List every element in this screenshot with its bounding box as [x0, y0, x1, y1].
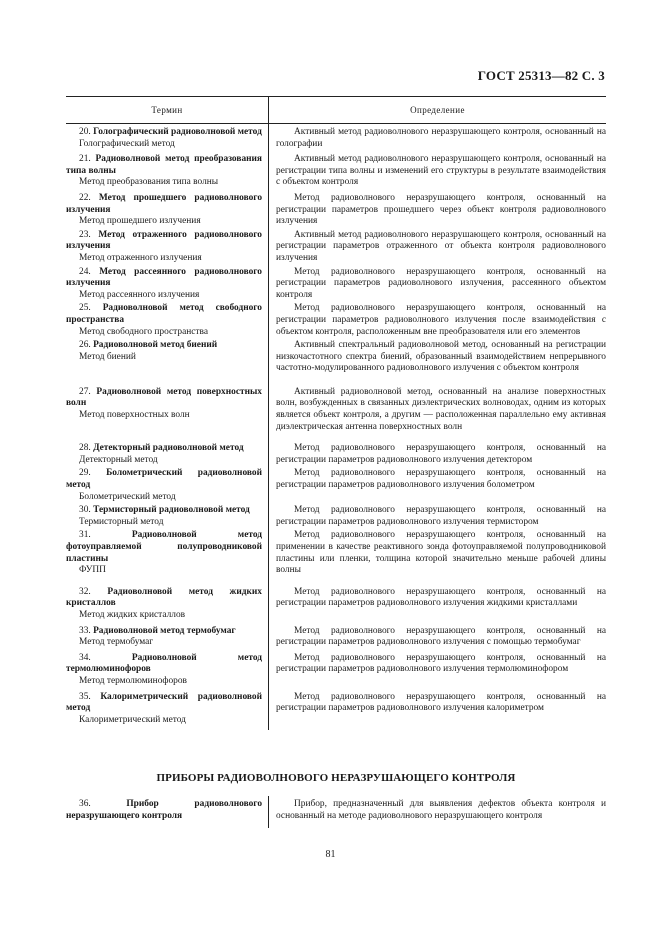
- term-cell: [66, 230, 268, 265]
- table-row: [66, 443, 606, 468]
- definition-cell: [268, 626, 606, 649]
- term-short: Метод свободного пространства: [79, 326, 208, 337]
- definition-text: Метод радиоволнового неразрушающего контроля, основанный на регистрации параметров радиоволнового излучения термолюминофором: [276, 652, 606, 675]
- devices-table: [66, 796, 606, 828]
- term-title: Радиоволновой метод поверхностных волн: [66, 386, 262, 409]
- definition-text: Активный метод радиоволнового неразрушающего контроля, основанный на голографии: [276, 127, 606, 149]
- definition-cell: [268, 230, 606, 265]
- term-name: [66, 267, 262, 290]
- definition-text: Метод радиоволнового неразрушающего контроля, основанный на регистрации параметров радиоволнового излучения с помощью термобумаг: [276, 625, 606, 648]
- term-cell: [66, 127, 268, 150]
- table-row: [66, 387, 606, 443]
- term-title: Термисторный радиоволновой метод: [93, 505, 250, 516]
- term-name: [66, 626, 262, 638]
- term-number: 36.: [79, 799, 91, 809]
- term-name: [66, 587, 262, 610]
- table-row: [66, 653, 606, 692]
- table-row: [66, 796, 606, 828]
- term-short: Метод термобумаг: [79, 637, 154, 648]
- term-title: Детекторный радиоволновой метод: [93, 443, 244, 454]
- term-cell: [66, 692, 268, 727]
- term-title: Радиоволновой метод термобумаг: [93, 625, 236, 636]
- term-title: Метод отраженного радиоволнового излучения: [66, 229, 262, 252]
- definition-text: Метод радиоволнового неразрушающего контроля, основанный на применении в качестве реактивного зонда фотоуправляемой полупроводниковой пластины или пленки, толщина которой значительно меньше рабочей длины волны: [276, 530, 606, 576]
- table-row: [66, 626, 606, 653]
- table-row: [66, 154, 606, 193]
- term-title: Прибор радиоволнового неразрушающего контроля: [66, 799, 263, 821]
- definition-cell: [268, 303, 606, 338]
- term-number: 29.: [79, 468, 91, 479]
- term-name: [66, 230, 262, 253]
- term-number: 32.: [79, 586, 91, 597]
- term-cell: [66, 799, 268, 822]
- term-name: [66, 468, 262, 491]
- definition-text: Активный метод радиоволнового неразрушающего контроля, основанный на регистрации параметров отраженного от объекта контроля радиоволнового излучения: [276, 229, 606, 263]
- definition-cell: [268, 653, 606, 688]
- table-row: [66, 530, 606, 586]
- definition-text: Активный радиоволновой метод, основанный на анализе поверхностных волн, возбужденных в связанных диэлектрических волноводах, одним из которых является объект контроля, а другим — расположенная параллельно ему активная диэлектрическая антенна поверхностных волн: [276, 386, 606, 432]
- term-number: 27.: [79, 386, 91, 397]
- term-name: [66, 387, 262, 410]
- term-number: 34.: [79, 652, 91, 663]
- term-short: Метод рассеянного излучения: [79, 289, 200, 300]
- term-cell: [66, 505, 268, 528]
- term-title: Радиоволновой метод свободного пространства: [66, 303, 262, 325]
- definition-cell: [268, 127, 606, 150]
- term-cell: [66, 530, 268, 576]
- definition-text: Метод радиоволнового неразрушающего контроля, основанный на регистрации параметров радиоволнового излучения термистором: [276, 505, 606, 527]
- term-title: Голографический радиоволновой метод: [93, 127, 262, 137]
- term-name: [66, 127, 262, 139]
- definition-text: Активный спектральный радиоволновой метод, основанный на регистрации низкочастотного спектра биений, образованный взаимодействием непрерывного частотно-модулированного радиоволнового излучения с объектом контроля: [276, 340, 606, 374]
- column-header-term: Термин: [66, 97, 269, 123]
- term-title: Радиоволновой метод жидких кристаллов: [66, 586, 262, 609]
- section-title: ПРИБОРЫ РАДИОВОЛНОВОГО НЕРАЗРУШАЮЩЕГО КОНТРОЛЯ: [156, 772, 516, 784]
- term-short: Термисторный метод: [79, 516, 164, 527]
- term-title: Радиоволновой метод биений: [93, 340, 218, 351]
- term-short: Метод прошедшего излучения: [79, 216, 201, 227]
- term-short: Метод преобразования типа волны: [79, 177, 219, 188]
- term-number: 26.: [79, 340, 91, 351]
- term-short: Метод жидких кристаллов: [79, 609, 186, 620]
- term-short: Голографический метод: [79, 138, 175, 149]
- term-name: [66, 340, 262, 352]
- column-header-definition: Определение: [410, 105, 465, 115]
- term-cell: [66, 468, 268, 503]
- definition-cell: [268, 340, 606, 375]
- term-number: 22.: [79, 192, 91, 203]
- table-body: [66, 124, 606, 730]
- definition-text: Метод радиоволнового неразрушающего контроля, основанный на регистрации параметров радиоволнового излучения детектором: [276, 443, 606, 465]
- term-name: [66, 653, 262, 676]
- definition-cell: [268, 530, 606, 576]
- term-title: Радиоволновой метод фотоуправляемой полупроводниковой пластины: [66, 530, 262, 564]
- definition-cell: [268, 692, 606, 727]
- page-number: 81: [325, 849, 336, 860]
- term-short: Метод термолюминофоров: [79, 675, 187, 686]
- definition-text: Метод радиоволнового неразрушающего контроля, основанный на регистрации параметров радиоволнового излучения после взаимодействия с объектом контроля, расположенным вне преобразователя или его элементов: [276, 303, 606, 337]
- term-number: 31.: [79, 530, 91, 541]
- table-row: [66, 692, 606, 731]
- term-cell: [66, 154, 268, 189]
- term-name: [66, 193, 262, 216]
- term-cell: [66, 387, 268, 433]
- definition-text: Метод радиоволнового неразрушающего контроля, основанный на регистрации параметров радиоволнового излучения болометром: [276, 468, 606, 491]
- definition-cell: [268, 505, 606, 528]
- term-cell: [66, 626, 268, 649]
- table-row: [66, 505, 606, 530]
- term-cell: [66, 653, 268, 688]
- table-header: [66, 96, 606, 124]
- term-number: 20.: [79, 127, 91, 137]
- definition-cell: [268, 267, 606, 302]
- term-number: 24.: [79, 266, 91, 277]
- term-title: Калориметрический радиоволновой метод: [66, 691, 262, 714]
- definition-text: Активный метод радиоволнового неразрушающего контроля, основанный на регистрации типа волны и изменений его структуры в результате взаимодействия с объектом контроля: [276, 154, 606, 188]
- table-row: [66, 587, 606, 626]
- definition-cell: [268, 587, 606, 622]
- term-name: [66, 505, 262, 517]
- term-name: [66, 530, 262, 565]
- definition-text: Метод радиоволнового неразрушающего контроля, основанный на регистрации параметров радиоволнового излучения, рассеянного объектом контроля: [276, 266, 606, 300]
- term-short: Метод биений: [79, 351, 136, 362]
- terms-table: [66, 96, 606, 730]
- term-short: Метод поверхностных волн: [79, 410, 190, 421]
- term-name: [66, 692, 262, 715]
- term-cell: [66, 340, 268, 375]
- term-number: 35.: [79, 691, 91, 702]
- definition-text: Прибор, предназначенный для выявления дефектов объекта контроля и основанный на методе радиоволнового неразрушающего контроля: [276, 799, 606, 821]
- table-row: [66, 468, 606, 505]
- definition-cell: [268, 154, 606, 189]
- term-cell: [66, 193, 268, 228]
- term-short: Болометрический метод: [79, 491, 176, 502]
- devices-table-body: [66, 796, 606, 828]
- term-title: Болометрический радиоволновой метод: [66, 468, 263, 491]
- term-cell: [66, 303, 268, 338]
- definition-cell: [268, 443, 606, 466]
- term-cell: [66, 267, 268, 302]
- term-title: Радиоволновой метод термолюминофоров: [66, 652, 262, 675]
- term-title: Радиоволновой метод преобразования типа волны: [66, 154, 263, 176]
- term-number: 25.: [79, 303, 91, 314]
- definition-cell: [268, 387, 606, 433]
- definition-text: Метод радиоволнового неразрушающего контроля, основанный на регистрации параметров прошедшего через объект контроля радиоволнового излучения: [276, 192, 606, 227]
- term-name: [66, 303, 262, 326]
- term-number: 21.: [79, 154, 91, 165]
- term-short: Калориметрический метод: [79, 714, 186, 725]
- term-short: ФУПП: [79, 565, 106, 576]
- definition-cell: [268, 799, 606, 822]
- term-number: 23.: [79, 229, 91, 240]
- term-cell: [66, 443, 268, 466]
- definition-text: Метод радиоволнового неразрушающего контроля, основанный на регистрации параметров радиоволнового излучения жидкими кристаллами: [276, 586, 606, 609]
- term-short: Метод отраженного излучения: [79, 252, 202, 263]
- term-title: Метод рассеянного радиоволнового излучения: [66, 266, 262, 289]
- term-number: 28.: [79, 443, 91, 454]
- table-row: [66, 340, 606, 387]
- table-row: [66, 124, 606, 154]
- term-name: [66, 443, 262, 455]
- term-title: Метод прошедшего радиоволнового излучения: [66, 192, 263, 215]
- term-name: [66, 154, 262, 177]
- definition-cell: [268, 193, 606, 228]
- term-name: [66, 799, 262, 822]
- table-row: [66, 267, 606, 304]
- term-cell: [66, 587, 268, 622]
- term-short: Детекторный метод: [79, 454, 158, 465]
- table-row: [66, 193, 606, 230]
- table-row: [66, 303, 606, 340]
- term-number: 33.: [79, 625, 91, 636]
- definition-text: Метод радиоволнового неразрушающего контроля, основанный на регистрации параметров радиоволнового излучения калориметром: [276, 691, 606, 714]
- table-row: [66, 230, 606, 267]
- definition-cell: [268, 468, 606, 503]
- standard-header: ГОСТ 25313—82 С. 3: [477, 68, 605, 83]
- term-number: 30.: [79, 505, 91, 516]
